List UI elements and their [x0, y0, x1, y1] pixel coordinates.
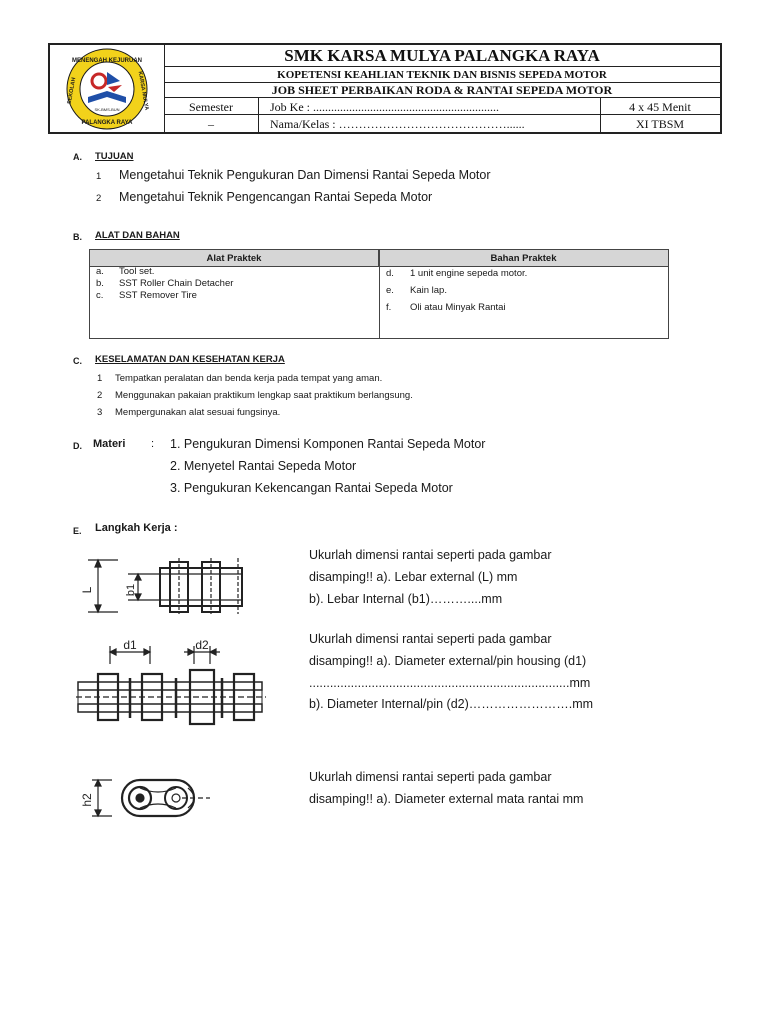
safety-number: 3	[97, 407, 103, 418]
class-value: XI TBSM	[635, 117, 685, 131]
tool-item: SST Remover Tire	[119, 290, 197, 301]
material-item: Kain lap.	[410, 285, 447, 296]
safety-rule: Mempergunakan alat sesuai fungsinya.	[115, 407, 281, 418]
material-topic: 1. Pengukuran Dimensi Komponen Rantai Sepeda Motor	[170, 437, 486, 451]
step-instruction: disamping!! a). Lebar external (L) mm	[309, 570, 518, 584]
school-logo-cell	[50, 45, 165, 132]
safety-number: 2	[97, 390, 103, 401]
material-item: Oli atau Minyak Rantai	[410, 302, 506, 313]
section-e-letter: E.	[73, 526, 82, 536]
step-instruction: disamping!! a). Diameter external mata rantai mm	[309, 792, 584, 806]
material-topic: 2. Menyetel Rantai Sepeda Motor	[170, 459, 357, 473]
chain-link-diagram	[82, 774, 212, 824]
safety-rule: Menggunakan pakaian praktikum lengkap saat praktikum berlangsung.	[115, 390, 413, 401]
header-table	[48, 43, 722, 134]
competency-title: KOPETENSI KEAHLIAN TEKNIK DAN BISNIS SEPEDA MOTOR	[164, 67, 720, 83]
dimension-label: d1	[123, 638, 137, 652]
step-instruction: ...........................................................................mm	[309, 676, 591, 690]
material-item-mark: e.	[386, 285, 394, 296]
dimension-label: h2	[80, 793, 94, 807]
safety-rule: Tempatkan peralatan dan benda kerja pada tempat yang aman.	[115, 373, 383, 384]
chain-width-diagram	[78, 558, 250, 614]
logo-text-left: SEKOLAH	[66, 77, 78, 105]
tool-item-mark: b.	[96, 278, 104, 289]
material-topic: 3. Pengukuran Kekencangan Rantai Sepeda Motor	[170, 481, 453, 495]
tool-item-mark: c.	[96, 290, 104, 301]
logo-text-right: KARSA MULYA	[136, 70, 150, 111]
tool-item: Tool set.	[119, 266, 155, 277]
semester-label: Semester	[189, 100, 233, 114]
section-a-title: TUJUAN	[95, 151, 134, 162]
header-row-semester	[164, 98, 720, 115]
tools-column-header: Alat Praktek	[90, 250, 379, 267]
time-allocation: 4 x 45 Menit	[629, 100, 691, 114]
name-class-field: Nama/Kelas : ……………………………………......	[270, 117, 525, 131]
tools-materials-table	[89, 249, 669, 339]
step-instruction: Ukurlah dimensi rantai seperti pada gambar	[309, 632, 552, 646]
section-c-title: KESELAMATAN DAN KESEHATAN KERJA	[95, 354, 285, 365]
safety-number: 1	[97, 373, 103, 384]
dimension-label: L	[80, 586, 94, 594]
section-d-title: Materi	[93, 438, 126, 450]
step-instruction: Ukurlah dimensi rantai seperti pada gambar	[309, 548, 552, 562]
material-item: 1 unit engine sepeda motor.	[410, 268, 528, 279]
objective-number: 1	[96, 171, 102, 182]
section-d-letter: D.	[73, 441, 82, 451]
table-divider	[379, 250, 380, 338]
step-instruction: b). Diameter Internal/pin (d2)…………………….mm	[309, 697, 594, 711]
objective-text: Mengetahui Teknik Pengukuran Dan Dimensi Rantai Sepeda Motor	[119, 168, 491, 182]
section-e-title: Langkah Kerja :	[95, 522, 178, 534]
divider	[258, 98, 259, 132]
divider	[600, 98, 601, 132]
job-sheet-title: JOB SHEET PERBAIKAN RODA & RANTAI SEPEDA MOTOR	[164, 83, 720, 98]
semester-value: –	[208, 117, 214, 131]
tool-item-mark: a.	[96, 266, 104, 277]
header-row-name	[164, 115, 720, 132]
chain-diameter-diagram	[76, 638, 266, 730]
school-name: SMK KARSA MULYA PALANGKA RAYA	[164, 45, 720, 67]
material-item-mark: d.	[386, 268, 394, 279]
materials-column-header: Bahan Praktek	[379, 250, 668, 267]
job-number-field: Job Ke : ..............................................................	[270, 100, 499, 114]
objective-text: Mengetahui Teknik Pengencangan Rantai Sepeda Motor	[119, 190, 433, 204]
material-item-mark: f.	[386, 302, 392, 313]
tool-item: SST Roller Chain Detacher	[119, 278, 234, 289]
section-c-letter: C.	[73, 356, 82, 366]
objective-number: 2	[96, 193, 102, 204]
section-d-colon: :	[151, 438, 155, 450]
dimension-label: b1	[125, 583, 137, 597]
section-b-title: ALAT DAN BAHAN	[95, 230, 180, 241]
step-instruction: b). Lebar Internal (b1)………....mm	[309, 592, 503, 606]
logo-text-top: MENENGAH KEJURUAN	[71, 58, 143, 64]
school-logo	[50, 45, 164, 132]
step-instruction: disamping!! a). Diameter external/pin housing (d1)	[309, 654, 587, 668]
section-a-letter: A.	[73, 152, 82, 162]
section-b-letter: B.	[73, 232, 82, 242]
dimension-label: d2	[195, 638, 209, 652]
step-instruction: Ukurlah dimensi rantai seperti pada gambar	[309, 770, 552, 784]
logo-center-text: SK-BMS-BUN	[94, 107, 120, 112]
logo-text-bottom: PALANGKA RAYA	[81, 120, 133, 126]
